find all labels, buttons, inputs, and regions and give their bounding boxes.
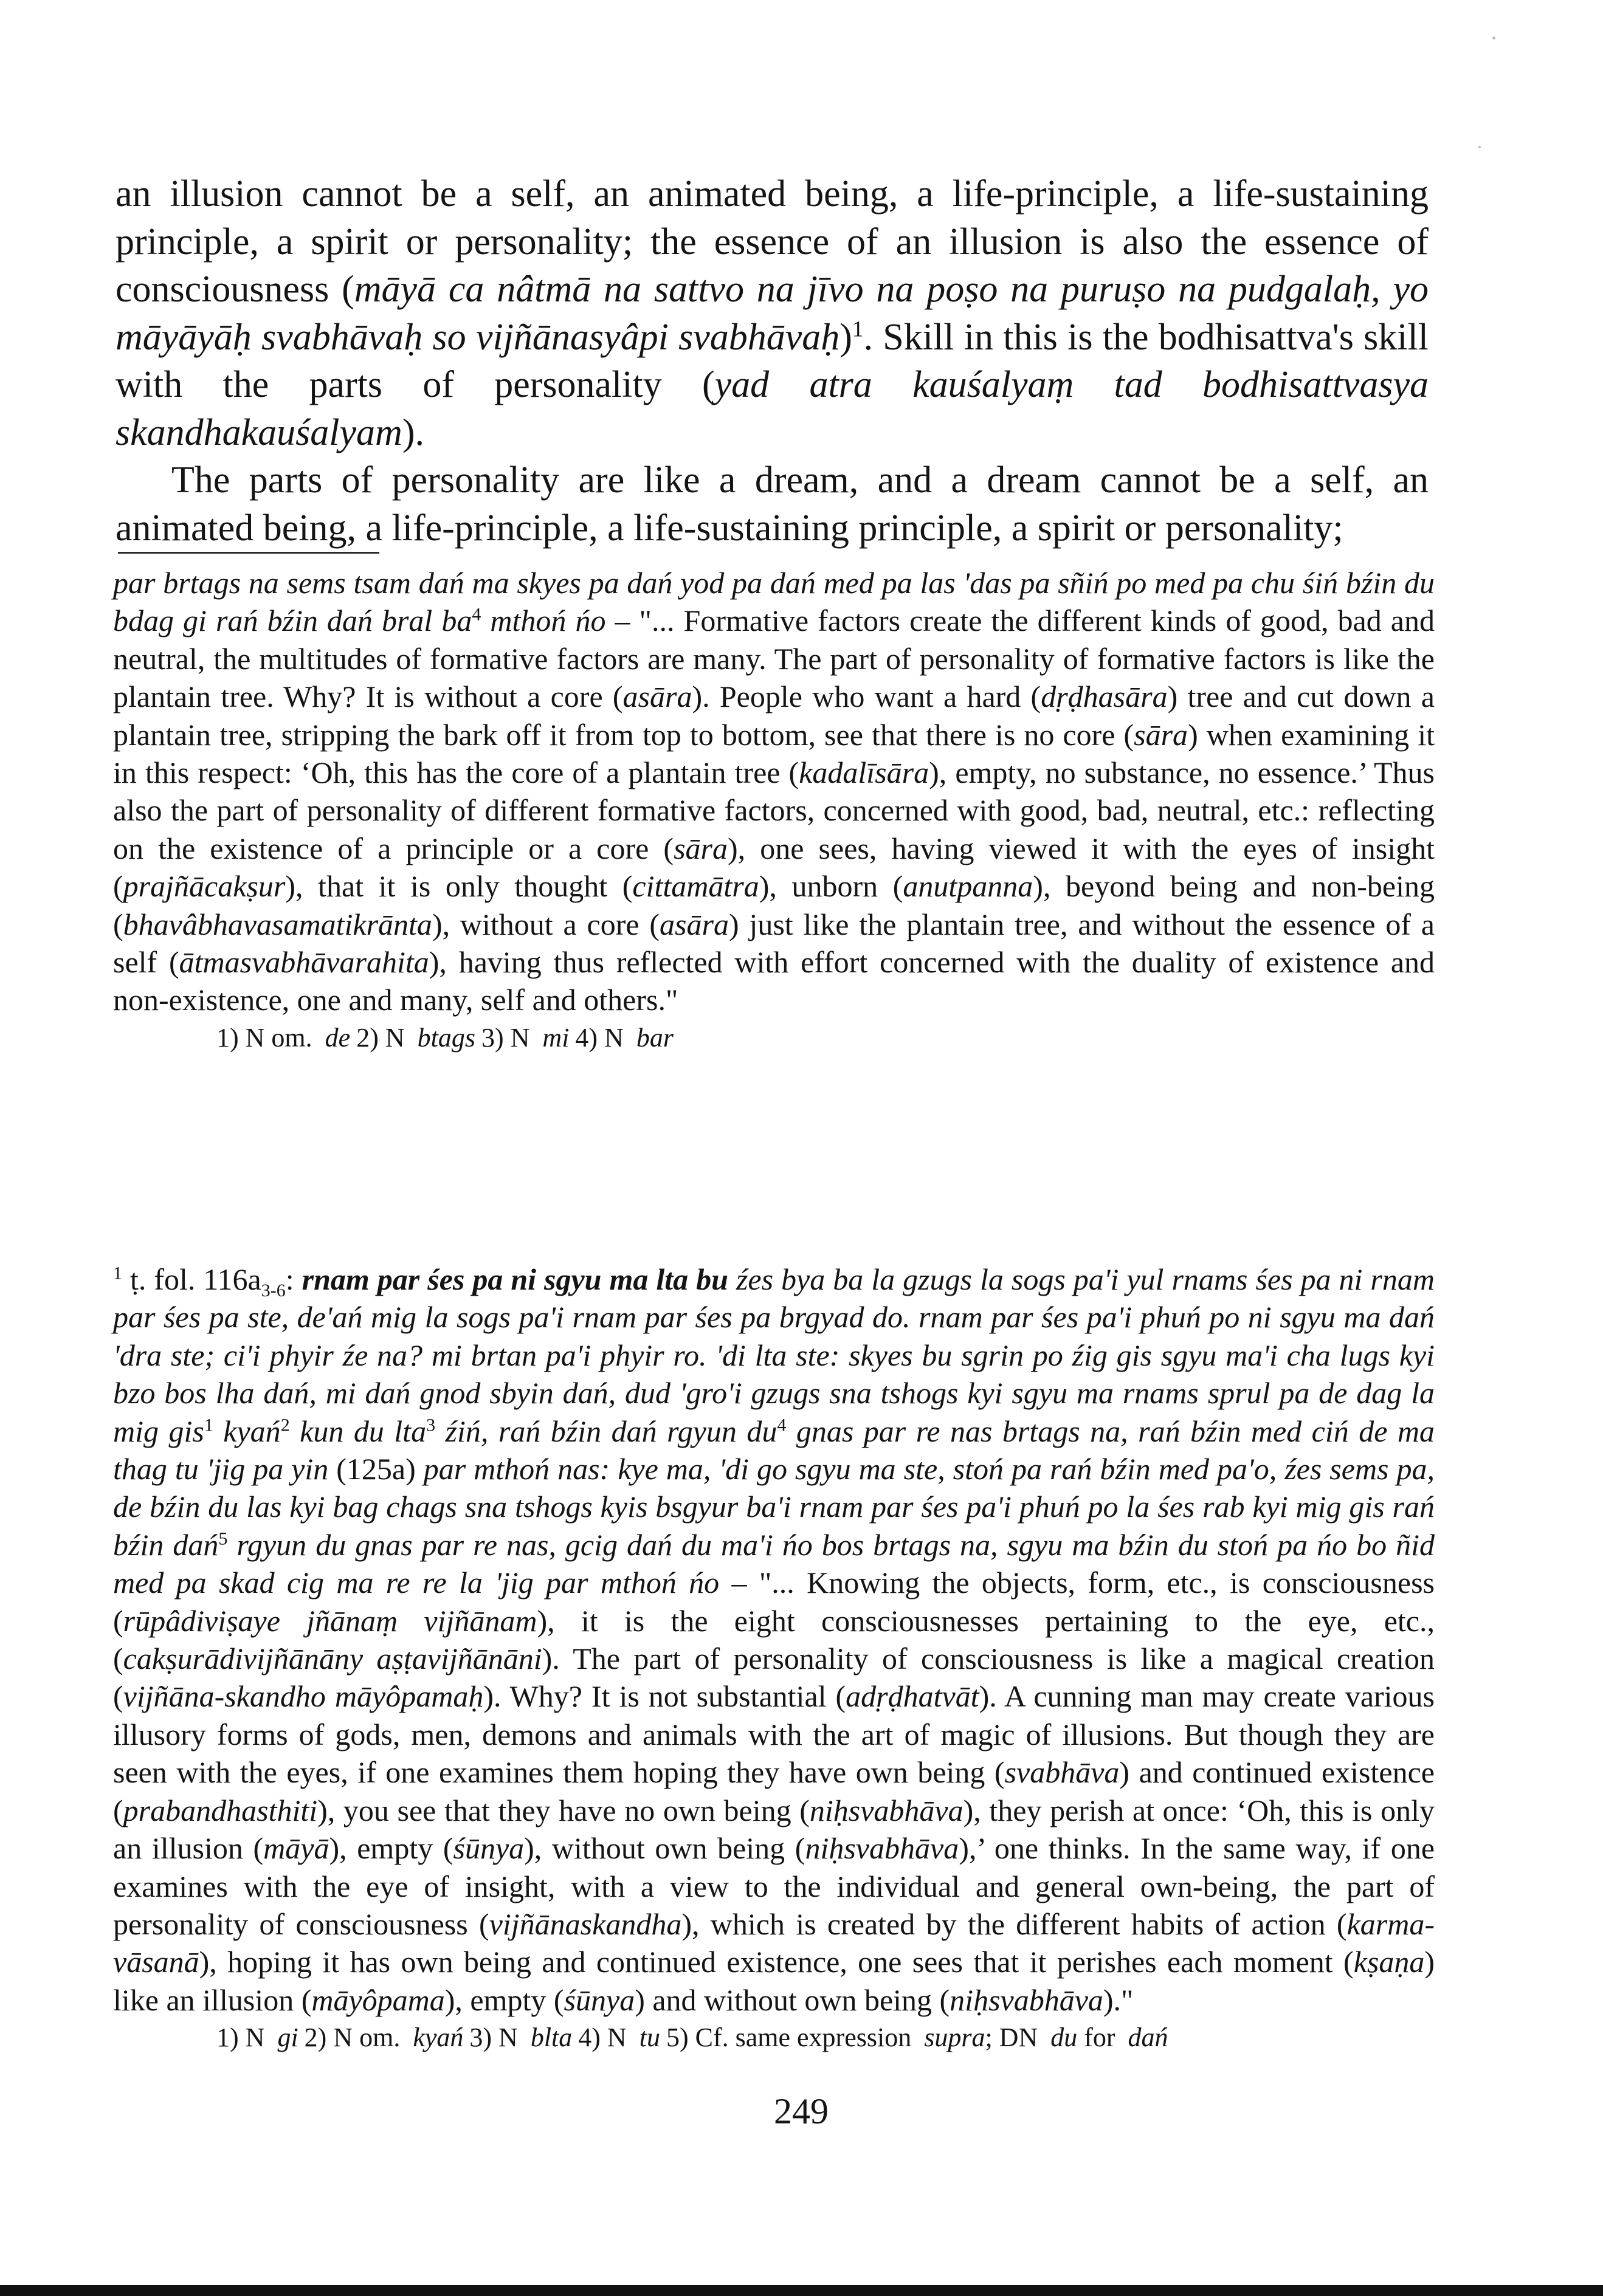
footnote-1-text: $^1$ ṭ. fol. $116a_{3-6}$: rnam par śes pa ni sgyu ma lta bu źes bya ba la gzugs la sogs pa'i yul rnams śes pa ni rnam par śes pa ste, de'ań mig la sogs pa'i rnam par śes pa brgyad do. rnam par śes pa'i phuń po ni sgyu ma dań 'dra ste; ci'i phyir źe na? mi brtan pa'i phyir ro. 'di lta ste: skyes bu sgrin po źig gis sgyu ma'i cha lugs kyi bzo bos lha dań, mi dań gnod sbyin dań, dud 'gro'i gzugs sna tshogs kyi sgyu ma rnams sprul pa de dag la mig gis$^1$ kyań$^2$ kun du lta$^3$ źiń, rań bźin dań rgyun $du^4$ gnas par re nas brtags na, rań bźin med ciń de ma thag tu 'jig pa yin (125a) par mthoń nas: kye ma, 'di go sgyu ma ste, stoń pa rań bźin med pa'o, źes sems pa, de bźin du las kyi bag chags sna tshogs kyis bsgyur ba'i rnam par śes pa'i phuń po la śes rab kyi mig gis rań bźin dań$^5$ rgyun du gnas par re nas, gcig dań du ma'i ńo bos brtags na, sgyu ma bźin du stoń pa ńo bo ñid med pa skad cig ma re re la 'jig par mthoń ńo – "... Knowing the objects, form, etc., is consciousness (rūpâdiviṣaye jñānaṃ vijñānam), it is the eight consciousnesses pertaining to the eye, etc., (cakṣurādivijñānāny aṣṭavijñānāni). The part of personality of consciousness is like a magical creation (vijñāna-skandho māyôpamaḥ). Why? It is not substantial (adṛḍhatvāt). A cunning man may create various illusory forms of gods, men, demons and animals with the art of magic of illusions. But though they are seen with the eyes, if one examines them hoping they have own being (svabhāva) and continued existence (prabandhasthiti), you see that they have no own being (niḥsvabhāva), they perish at once: ‘Oh, this is only an illusion (māyā), empty (śūnya), without own being (niḥsvabhāva),’ one thinks. In the same way, if one examines with the eye of insight, with a view to the individual and general own-being, the part of personality of consciousness (vijñānaskandha), which is created by the different habits of action (karma-vāsanā), hoping it has own being and continued existence, one sees that it perishes each moment (kṣaṇa) like an illusion (māyôpama), empty (śūnya) and without own being (niḥsvabhāva)." [113,1262,1435,2017]
main-paragraph-2: The parts of personality are like a dream, and a dream cannot be a self, an animated being, a life-principle, a life-sustaining principle, a spirit or personality; [115,459,1429,549]
footnote-continued-text: par brtags na sems tsam dań ma skyes pa dań yod pa dań med pa las 'das pa sñiń po med pa chu śiń bźin du bdag gi rań bźin dań bral $ba^4$ mthoń ńo – "... Formative factors create the different kinds of good, bad and neutral, the multitudes of formative factors are many. The part of personality of formative factors is like the plantain tree. Why? It is without a core (asāra). People who want a hard (dṛḍhasāra) tree and cut down a plantain tree, stripping the bark off it from top to bottom, see that there is no core (sāra) when examining it in this respect: ‘Oh, this has the core of a plantain tree (kadalīsāra), empty, no substance, no essence.’ Thus also the part of personality of different formative factors, concerned with good, bad, neutral, etc.: reflecting on the existence of a principle or a core (sāra), one sees, having viewed it with the eyes of insight (prajñācakṣur), that it is only thought (cittamātra), unborn (anutpanna), beyond being and non-being (bhavâbhavasamatikrānta), without a core (asāra) just like the plantain tree, and without the essence of a self (ātmasvabhāvarahita), having thus reflected with effort concerned with the duality of existence and non-existence, one and many, self and others." [113,566,1435,1017]
footnote-separator [118,552,379,554]
footnote-1 [113,1260,1435,2057]
footnote-continued [113,564,1435,1057]
footnote-marker: 1 [852,316,864,342]
scan-speck [1478,146,1481,148]
sanskrit-quote: māyā ca nâtmā na sattvo na jīvo na poṣo na puruṣo na pudgalaḥ, yo māyāyāḥ svabhāvaḥ so vijñānasyâpi svabhāvaḥ [115,269,1429,358]
folio-reference: ṭ. fol. 116a [130,1262,261,1296]
textual-notes-a: 1) N om. de 2) N btags 3) N mi 4) N bar [216,1022,674,1053]
sanskrit-term: yad atra kauśalyaṃ tad bodhisattvasya skandhakauśalyam [115,364,1429,453]
main-text [115,170,1429,552]
main-paragraph-1: an illusion cannot be a self, an animated being, a life-principle, a life-sustaining principle, a spirit or personality; the essence of an illusion is also the essence of consciousness (māyā ca nâtmā na sattvo na jīvo na poṣo na puruṣo na pudgalaḥ, yo māyāyāḥ svabhāvaḥ so vijñānasyâpi svabhāvaḥ)$^1$. Skill in this is the bodhisattva's skill with the parts of personality (yad atra kauśalyaṃ tad bodhisattvasya skandhakauśalyam). [115,173,1429,453]
footnote-number: 1 [113,1263,122,1284]
page-number: 249 [774,2091,829,2131]
scan-edge [0,2285,1603,2296]
lemma: rnam par śes pa ni sgyu ma lta bu [302,1262,728,1296]
textual-notes-b: 1) N gi 2) N om. kyań 3) N blta 4) N tu 5) Cf. same expression supra; DN du for dań [216,2023,1168,2053]
scan-speck [1492,36,1495,40]
